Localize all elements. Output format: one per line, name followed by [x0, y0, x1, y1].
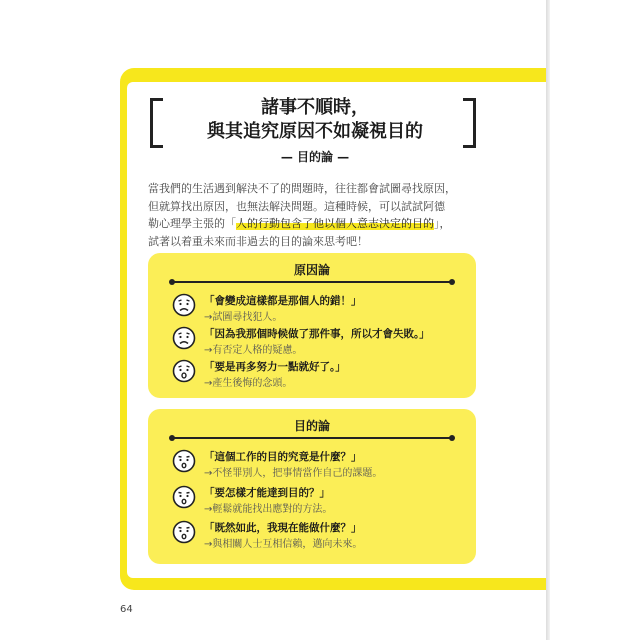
page-title-line2: 與其追究原因不如凝視目的 [207, 121, 423, 142]
item-note: →輕鬆就能找出應對的方法。 [204, 504, 333, 515]
purpose-theory-card [148, 409, 476, 564]
card-divider [172, 437, 452, 439]
page-subtitle: — 目的論 — [280, 150, 350, 164]
intro-line: 當我們的生活遇到解決不了的問題時，往往都會試圖尋找原因， [148, 182, 456, 195]
intro-line: 但就算找出原因，也無法解決問題。這種時候，可以試試阿德 [148, 199, 445, 213]
thinking-face-icon [172, 449, 196, 473]
item-note: →產生後悔的念頭。 [204, 378, 293, 389]
list-item [172, 485, 462, 517]
cause-theory-card [148, 253, 476, 398]
intro-text: 勒心理學主張的「 [148, 217, 236, 230]
item-quote: 「因為我那個時候做了那件事，所以才會失敗。」 [204, 328, 430, 340]
item-quote: 「會變成這樣都是那個人的錯！」 [204, 295, 362, 307]
highlighted-text: 人的行動包含了他以個人意志決定的目的 [236, 217, 434, 230]
thinking-face-icon [172, 520, 196, 544]
card-divider [172, 281, 452, 283]
card-title: 目的論 [293, 419, 330, 433]
item-note: →試圖尋找犯人。 [204, 312, 283, 323]
intro-line: 試著以着重未來而非過去的目的論來思考吧！ [148, 234, 368, 248]
right-bracket-icon [463, 98, 476, 148]
left-bracket-icon [150, 98, 163, 148]
list-item [172, 449, 462, 481]
item-note: →與相關人士互相信賴，邁向未來。 [204, 539, 363, 550]
card-title: 原因論 [293, 263, 330, 277]
intro-line [148, 215, 488, 233]
item-quote: 「既然如此，我現在能做什麼？」 [204, 522, 362, 534]
list-item [172, 359, 462, 391]
page-number: 64 [120, 604, 133, 615]
list-item [172, 326, 462, 358]
worried-face-icon [172, 326, 196, 350]
item-note: →不怪罪別人，把事情當作自己的課題。 [204, 468, 383, 479]
item-note: →有否定人格的疑慮。 [204, 345, 303, 356]
item-quote: 「這個工作的目的究竟是什麼？」 [204, 451, 362, 463]
thinking-face-icon [172, 485, 196, 509]
list-item [172, 520, 462, 552]
intro-paragraph [148, 180, 488, 250]
intro-text: 」， [434, 217, 451, 230]
worried-face-icon [172, 359, 196, 383]
item-quote: 「要是再多努力一點就好了。」 [204, 361, 346, 373]
book-spine-shadow [546, 0, 550, 640]
worried-face-icon [172, 293, 196, 317]
item-quote: 「要怎樣才能達到目的？」 [204, 487, 330, 499]
list-item [172, 293, 462, 325]
page-title-line1: 諸事不順時， [261, 97, 369, 118]
